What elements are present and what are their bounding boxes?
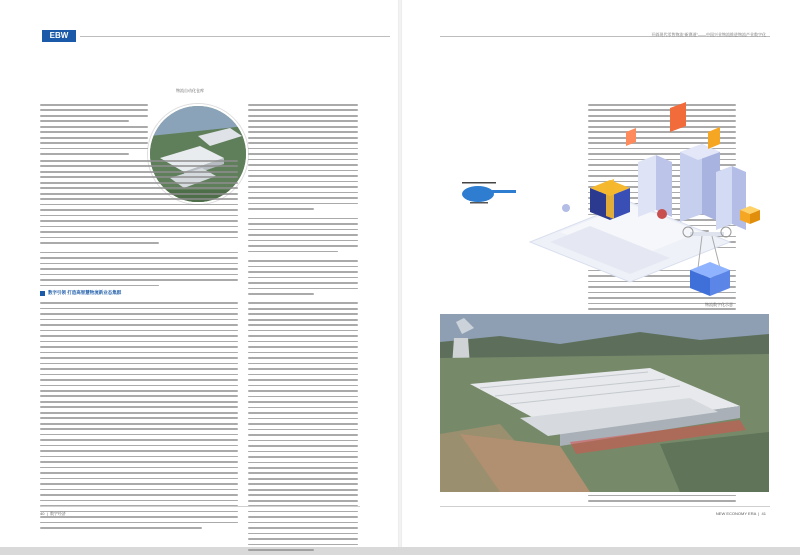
- container-stack: [690, 262, 730, 296]
- section-bullet-icon: [40, 291, 45, 296]
- folio-label-left: 数字经济: [49, 511, 66, 516]
- magazine-logo: EBW: [42, 30, 76, 42]
- page-number-left: 40: [40, 511, 45, 516]
- left-column-2: [248, 104, 358, 555]
- left-column-1-lower: [40, 160, 238, 533]
- logistics-park-aerial-photo: [440, 314, 769, 492]
- footer-rule-left: [40, 506, 360, 507]
- photo-caption: 物流自动化仓库: [176, 88, 204, 93]
- section-heading-1: 数字引领 打造高智慧物流新业态集群: [40, 290, 238, 296]
- running-head: 开辟现代零售物流“新赛道”——中国兴业物流推进物流产业数字化: [651, 32, 766, 37]
- parcel-box-icon: [590, 179, 630, 220]
- building-tower-1: [680, 144, 720, 222]
- footer-rule-right: [440, 506, 770, 507]
- folio-left: 40 | 数字经济: [40, 511, 66, 516]
- folio-label-right: NEW ECONOMY ERA: [715, 511, 757, 516]
- left-column-1: [40, 104, 148, 159]
- building-tower-2: [638, 155, 672, 217]
- logistics-illustration: [440, 92, 768, 308]
- helicopter-icon: [462, 182, 516, 204]
- folio-right: NEW ECONOMY ERA | 41: [715, 511, 766, 516]
- page-number-right: 41: [761, 511, 766, 516]
- illustration-caption: 物流数字化示意: [705, 302, 733, 307]
- header-rule-left: [80, 36, 390, 37]
- left-page: [0, 0, 398, 547]
- screen-panel: [626, 102, 720, 149]
